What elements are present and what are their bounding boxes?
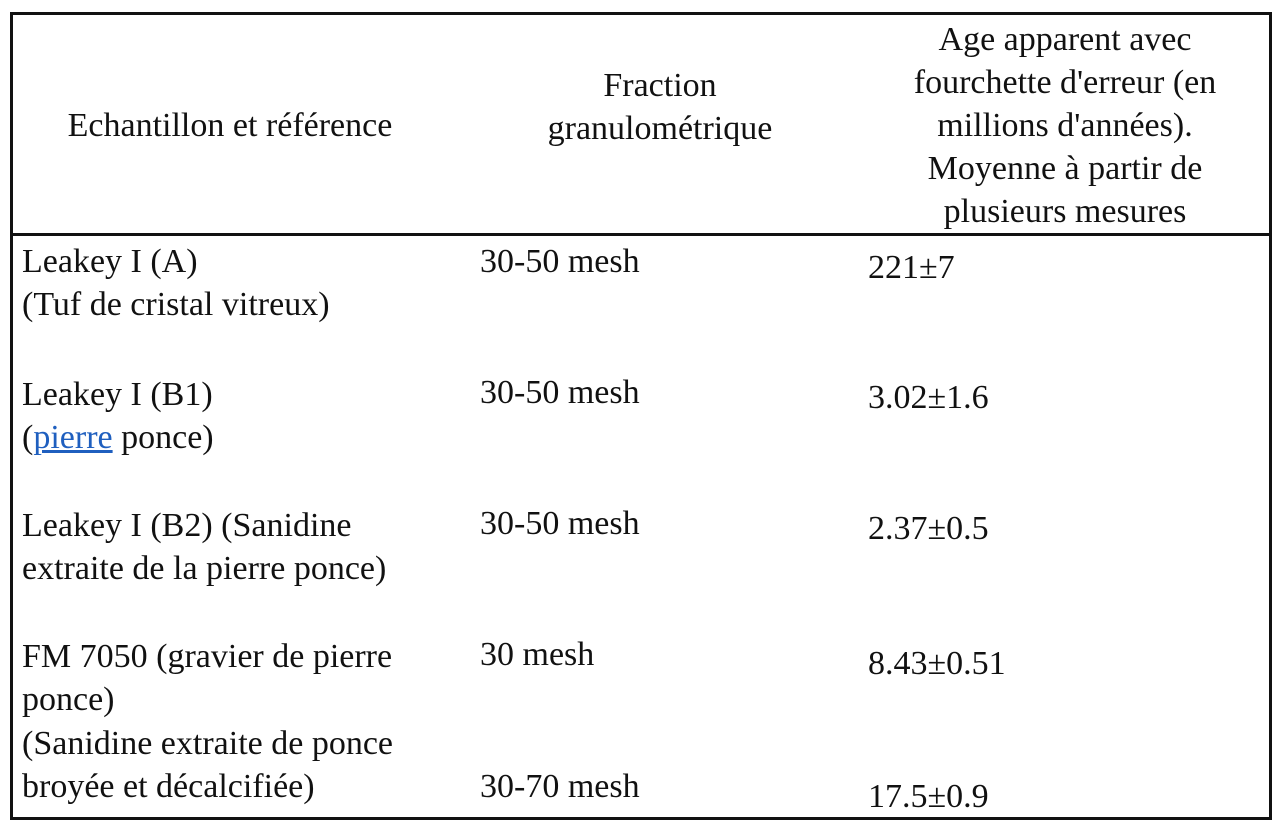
- table-row-5-sample: (Sanidine extraite de ponce broyée et décalcifiée): [22, 725, 394, 805]
- header-age-line: fourchette d'erreur (en: [913, 64, 1217, 101]
- table-row-3-age: 2.37±0.5: [868, 510, 989, 547]
- header-age-line: Moyenne à partir de: [927, 150, 1203, 187]
- header-age-line: plusieurs mesures: [943, 193, 1187, 230]
- table-row-5-fraction: 30-70 mesh: [480, 768, 640, 805]
- table-row-3-sample: Leakey I (B2) (Sanidine extraite de la pierre ponce): [22, 507, 387, 587]
- table-row-2-fraction: 30-50 mesh: [480, 374, 640, 411]
- table-row-2-age: 3.02±1.6: [868, 379, 989, 416]
- header-fraction-line: granulométrique: [547, 110, 773, 147]
- header-divider: [10, 233, 1272, 236]
- table-row-4-sample: FM 7050 (gravier de pierre ponce): [22, 638, 393, 718]
- table-row-5-age: 17.5±0.9: [868, 778, 989, 815]
- header-sample: Echantillon et référence: [67, 107, 393, 144]
- header-age-line: Age apparent avec: [938, 21, 1192, 58]
- table-row-2-sample: Leakey I (B1) (pierre ponce): [22, 376, 214, 456]
- table-row-3-fraction: 30-50 mesh: [480, 505, 640, 542]
- table-row-1-age: 221±7: [868, 249, 955, 286]
- table-row-1-sample: Leakey I (A) (Tuf de cristal vitreux): [22, 243, 330, 323]
- table-row-1-fraction: 30-50 mesh: [480, 243, 640, 280]
- header-age: [880, 18, 1250, 233]
- header-fraction: [510, 64, 810, 150]
- table-row-4-age: 8.43±0.51: [868, 645, 1006, 682]
- pierre-link[interactable]: pierre: [33, 419, 113, 456]
- table-row-4-fraction: 30 mesh: [480, 636, 595, 673]
- header-fraction-line: Fraction: [603, 67, 717, 104]
- header-age-line: millions d'années).: [937, 107, 1193, 144]
